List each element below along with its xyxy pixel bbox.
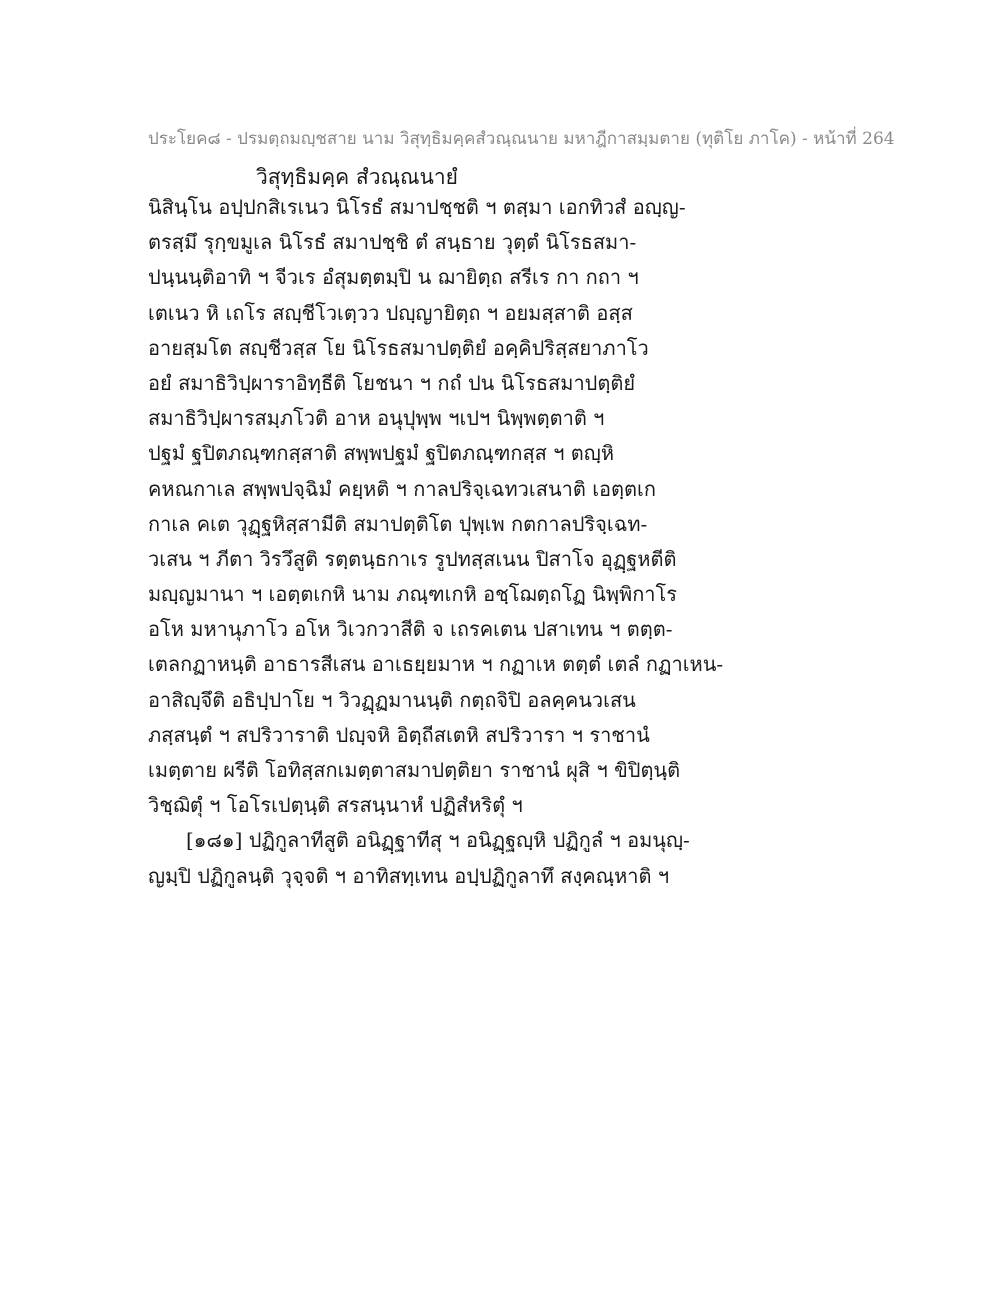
text-line: ญมฺปิ ปฏิกูลนฺติ วุจฺจติ ฯ อาทิสทฺเทน อปฺปฏิกูลาทึ สงฺคณฺหาติ ฯ (148, 863, 670, 888)
text-line: กาเล คเต วุฏฺฐหิสฺสามีติ สมาปตฺติโต ปุพฺเพ กตกาลปริจฺเฉท- (148, 511, 648, 536)
text-line: อาสิญฺจึติ อธิปฺปาโย ฯ วิวฏฺฏมานนฺติ กตฺถจิปิ อลคฺคนวเสน (148, 687, 636, 712)
section-title: วิสุทฺธิมคฺค สํวณฺณนายํ (256, 165, 458, 189)
text-line: อยํ สมาธิวิปฺผาราอิทฺธีติ โยชนา ฯ กถํ ปน นิโรธสมาปตฺติยํ (148, 370, 636, 395)
text-line: นิสินฺโน อปฺปกสิเรเนว นิโรธํ สมาปชฺชติ ฯ ตสฺมา เอกทิวสํ อญฺญ- (148, 195, 686, 219)
text-line: อายสฺมโต สญฺชีวสฺส โย นิโรธสมาปตฺติยํ อคฺคิปริสฺสยาภาโว (148, 335, 649, 360)
text-line: มญฺญมานา ฯ เอตฺตเกหิ นาม ภณฺฑเกหิ อชฺโฌตฺถโฏ นิพฺพิกาโร (148, 582, 678, 607)
text-line: เตเนว หิ เถโร สญฺชีโวเตฺวว ปญฺญายิตฺถ ฯ อยมสฺสาติ อสฺส (148, 300, 633, 325)
text-line: คหณกาเล สพฺพปจฺฉิมํ คยฺหติ ฯ กาลปริจฺเฉทวเสนาติ เอตฺตเก (148, 476, 656, 501)
text-line: เมตฺตาย ผรีติ โอทิสฺสกเมตฺตาสมาปตฺติยา ราชานํ ผุสิ ฯ ขิปิตฺนฺติ (148, 758, 681, 782)
text-line: ตรสฺมึ รุกฺขมูเล นิโรธํ สมาปชฺชิ ตํ สนฺธาย วุตฺตํ นิโรธสมา- (148, 230, 637, 255)
page-header: ประโยค๘ - ปรมตฺถมญฺชสาย นาม วิสุทฺธิมคฺคสํวณฺณนาย มหาฎีกาสมฺมตาย (ทุติโย ภาโค) - หน้าที่ 264 (148, 129, 895, 149)
text-line: วิชฺฌิตุํ ฯ โอโรเปตฺนฺติ สรสนฺนาหํ ปฏิสํหริตุํ ฯ (148, 793, 523, 818)
text-line: ปนฺนนฺติอาทิ ฯ จีวเร อํสุมตฺตมฺปิ น ฌายิตฺถ สรีเร กา กถา ฯ (148, 265, 639, 290)
text-line: วเสน ฯ ภีตา วิรวึสูติ รตฺตนฺธกาเร รูปทสฺสเนน ปิสาโจ อุฏฺฐหตีติ (148, 546, 677, 571)
text-line: เตลกฏาหนฺติ อาธารสีเสน อาเธยฺยมาห ฯ กฏาเห ตตฺตํ เตลํ กฏาเหน- (148, 652, 724, 677)
paragraph-start-line: [๑๘๑] ปฏิกูลาทีสูติ อนิฏฺฐาทีสุ ฯ อนิฏฺฐญฺหิ ปฏิกูลํ ฯ อมนุญฺ- (186, 828, 690, 853)
text-line: ปฐมํ ฐปิตภณฺฑกสฺสาติ สพฺพปฐมํ ฐปิตภณฺฑกสฺส ฯ ตญฺหิ (148, 441, 615, 466)
body-text (148, 190, 724, 894)
text-line: ภสฺสนฺตํ ฯ สปริวาราติ ปญฺจหิ อิตฺถีสเตหิ สปริวารา ฯ ราชานํ (148, 722, 650, 747)
text-line: สมาธิวิปฺผารสมฺภโวติ อาห อนุปุพฺพ ฯเปฯ นิพฺพตฺตาติ ฯ (148, 406, 605, 431)
text-line: อโห มหานุภาโว อโห วิเวกวาสีติ จ เถรคเตน ปสาเทน ฯ ตตฺต- (148, 617, 673, 642)
